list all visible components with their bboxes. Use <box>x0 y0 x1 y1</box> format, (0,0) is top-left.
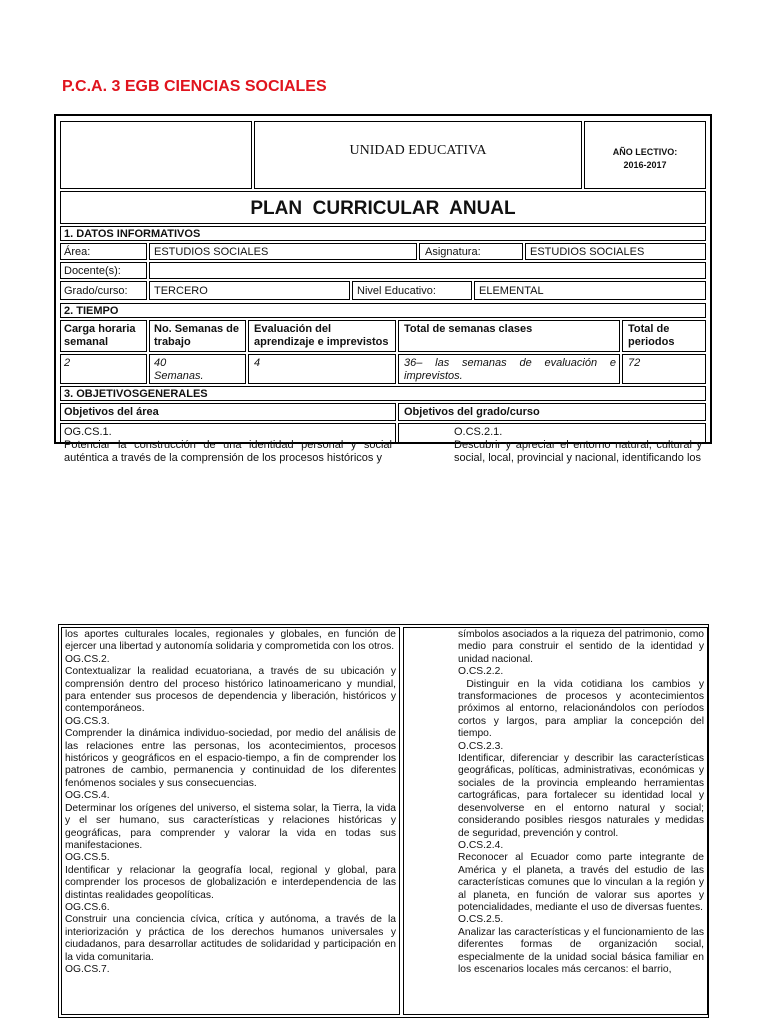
area-objectives-cell <box>60 423 396 464</box>
objective-code: O.CS.2.5. <box>458 914 504 926</box>
year-cell <box>584 121 706 189</box>
section-tiempo-title: 2. TIEMPO <box>64 305 119 317</box>
objective-line: los aportes culturales locales, regionales y globales, en función de ejercer una libertad y autonomía solidaria y comprometida con los otros. <box>65 629 396 653</box>
asignatura-label: Asignatura: <box>425 246 481 258</box>
area-objectives-header-cell <box>60 403 396 421</box>
grado-objective-text: Descubrir y apreciar el entorno natural, cultural y social, local, provincial y nacional, identificando los <box>454 439 702 464</box>
tiempo-header-cell <box>149 320 246 352</box>
objective-line: Identificar y relacionar la geografía local, regional y global, para comprender los procesos de globalización e interdependencia de las distintas realidades geopolíticas. <box>65 864 396 901</box>
area-value-cell <box>149 243 417 260</box>
area-objective-text: Potenciar la construcción de una identidad personal y social auténtica a través de la comprensión de los procesos históricos y <box>64 439 392 464</box>
grado-label-cell <box>60 281 147 300</box>
nivel-label-cell <box>352 281 472 300</box>
tiempo-value: 2 <box>64 357 71 369</box>
tiempo-value: 72 <box>628 357 641 369</box>
school-cell <box>254 121 582 189</box>
objective-line: Comprender la dinámica individuo-sociedad, por medio del análisis de las relaciones entre las personas, los acontecimientos, procesos históricos y geográficos en el espacio-tiempo, a fin de comprender los patrones de cambio, permanencia y continuidad de los diferentes fenómenos sociales y sus consecuencias. <box>65 728 396 789</box>
area-objectives-column <box>61 627 400 1015</box>
grado-objectives-header: Objetivos del grado/curso <box>404 406 540 418</box>
objective-line: Reconocer al Ecuador como parte integrante de América y el planeta, a través del estudio de las características comunes que lo vinculan a la región y al planeta, en función de valorar sus aportes y potencialidades, mediante el uso de diversas fuentes. <box>458 852 704 913</box>
docente-value-cell <box>149 262 706 279</box>
tiempo-header: Carga horaria semanal <box>64 323 136 348</box>
objective-code: OG.CS.7. <box>65 963 110 975</box>
objective-code: OG.CS.5. <box>65 852 110 864</box>
objective-line: Distinguir en la vida cotidiana los cambios y transformaciones de procesos y acontecimientos próximos al entorno, relacionándolos con períodos cortos y largos, para ampliar la concepción del tiempo. <box>458 678 707 740</box>
plan-title-cell <box>60 191 706 224</box>
docente-label-cell <box>60 262 147 279</box>
nivel-label: Nivel Educativo: <box>357 285 436 297</box>
tiempo-value: 40 Semanas. <box>154 357 204 382</box>
nivel-value: ELEMENTAL <box>479 285 544 297</box>
tiempo-value: 36– las semanas de evaluación e imprevistos. <box>404 357 616 382</box>
asignatura-value-cell <box>525 243 706 260</box>
grado-value: TERCERO <box>154 285 208 297</box>
asignatura-value: ESTUDIOS SOCIALES <box>530 246 645 258</box>
section-objetivos <box>60 386 706 401</box>
tiempo-value-cell <box>248 354 396 384</box>
year-value: 2016-2017 <box>623 160 667 170</box>
tiempo-value-cell <box>398 354 620 384</box>
objective-line: Identificar, diferenciar y describir las características geográficas, políticas, administrativas, económicas y sociales de la provincia empleando herramientas cartográficas, para fortalecer su identidad local y desenvolverse en el entorno natural y social; considerando posibles riesgos naturales y medidas de seguridad, prevención y control. <box>458 753 704 839</box>
nivel-value-cell <box>474 281 706 300</box>
objective-code: O.CS.2.2. <box>458 666 504 678</box>
objective-line: símbolos asociados a la riqueza del patrimonio, como medio para construir el sentido de la identidad y unidad nacional. <box>458 629 704 665</box>
tiempo-header: Evaluación del aprendizaje e imprevistos <box>254 323 389 348</box>
tiempo-value: 4 <box>254 357 261 369</box>
logo-cell <box>60 121 252 189</box>
docente-label: Docente(s): <box>64 265 121 277</box>
plan-title: PLAN CURRICULAR ANUAL <box>250 198 516 219</box>
document-title: P.C.A. 3 EGB CIENCIAS SOCIALES <box>62 78 327 95</box>
objective-line: Analizar las características y el funcionamiento de las diferentes formas de organización social, especialmente de la unidad social básica familiar en los escenarios locales más cercanos: el barrio, <box>458 926 704 975</box>
area-objectives-header: Objetivos del área <box>64 406 159 418</box>
year-label: AÑO LECTIVO: <box>612 147 678 157</box>
tiempo-header-cell <box>248 320 396 352</box>
objective-code: O.CS.2.4. <box>458 839 504 851</box>
tiempo-header: No. Semanas de trabajo <box>154 323 239 348</box>
grado-value-cell <box>149 281 350 300</box>
section-datos <box>60 226 706 241</box>
tiempo-value-cell <box>60 354 147 384</box>
tiempo-value-cell <box>622 354 706 384</box>
grado-label: Grado/curso: <box>64 285 128 297</box>
grado-objectives-column <box>403 627 708 1015</box>
objective-code: OG.CS.4. <box>65 790 110 802</box>
objective-code: O.CS.2.3. <box>458 740 504 752</box>
objective-line: Contextualizar la realidad ecuatoriana, a través de su ubicación y comprensión dentro del proceso histórico latinoamericano y mundial, para entender sus procesos de dependencia y liberación, históricos y contemporáneos. <box>65 666 396 715</box>
section-objetivos-title: 3. OBJETIVOSGENERALES <box>64 388 208 400</box>
tiempo-value-cell <box>149 354 246 384</box>
area-objective-code: OG.CS.1. <box>64 426 112 438</box>
grado-objective-code: O.CS.2.1. <box>454 426 503 438</box>
area-label: Área: <box>64 246 91 258</box>
area-value: ESTUDIOS SOCIALES <box>154 246 269 258</box>
plan-header-table <box>54 114 712 464</box>
asignatura-label-cell <box>419 243 523 260</box>
tiempo-header-cell <box>622 320 706 352</box>
section-tiempo <box>60 303 706 318</box>
grado-objectives-header-cell <box>398 403 706 421</box>
objective-line: Construir una conciencia cívica, crítica y autónoma, a través de la interiorización y práctica de los derechos humanos universales y ciudadanos, para desarrollar actitudes de solidaridad y participación en la vida comunitaria. <box>65 914 396 963</box>
tiempo-header: Total de semanas clases <box>404 323 533 335</box>
objective-line: Determinar los orígenes del universo, el sistema solar, la Tierra, la vida y el ser humano, sus características y relaciones históricas y geográficas, para comprender y valorar la vida en todas sus manifestaciones. <box>65 802 396 851</box>
grado-objectives-cell <box>398 423 706 464</box>
section-datos-title: 1. DATOS INFORMATIVOS <box>64 228 201 240</box>
objectives-continuation-table <box>58 624 709 1018</box>
objective-code: OG.CS.3. <box>65 715 110 727</box>
objective-code: OG.CS.2. <box>65 653 110 665</box>
tiempo-header: Total de periodos <box>628 323 675 348</box>
school-name: UNIDAD EDUCATIVA <box>349 143 487 158</box>
area-label-cell <box>60 243 147 260</box>
objective-code: OG.CS.6. <box>65 901 110 913</box>
tiempo-header-cell <box>398 320 620 352</box>
tiempo-header-cell <box>60 320 147 352</box>
